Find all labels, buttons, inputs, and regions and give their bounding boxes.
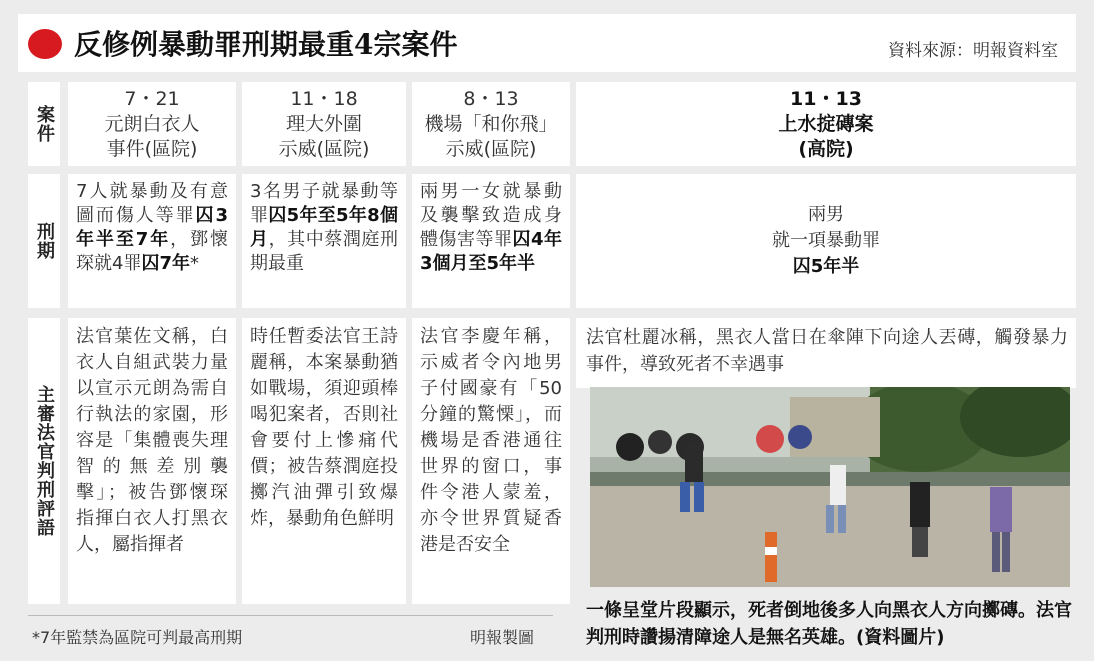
case-date: 8・13 — [463, 87, 519, 110]
source-note: 資料來源：明報資料室 — [888, 41, 1058, 61]
sentence-yuen-long: 7人就暴動及有意圖而傷人等罪囚3年半至7年，鄧懷琛就4罪囚7年* — [68, 174, 236, 308]
news-photo — [590, 387, 1070, 587]
page-title: 反修例暴動罪刑期最重4宗案件 — [74, 28, 458, 61]
remark-yuen-long: 法官葉佐文稱，白衣人自組武裝力量以宣示元朗為需自行執法的家園，形容是「集體喪失理智的無差別襲擊」；被告鄧懷琛指揮白衣人打黑衣人，屬指揮者 — [68, 318, 236, 604]
case-name: 元朗白衣人 — [104, 112, 200, 135]
row-label-case: 案件 — [28, 82, 60, 166]
row-label-sentence: 刑期 — [28, 174, 60, 308]
case-court: 示威(區院) — [445, 137, 537, 160]
remark-airport: 法官李慶年稱，示威者令內地男子付國豪有「50分鐘的驚慄」，而機場是香港通往世界的窗口，事件令港人蒙羞，亦令世界質疑香港是否安全 — [412, 318, 570, 604]
sentence-polyu: 3名男子就暴動等罪囚5年至5年8個月，其中蔡潤庭刑期最重 — [242, 174, 406, 308]
case-name: 理大外圍 — [285, 112, 362, 135]
footnote: *7年監禁為區院可判最高刑期 — [32, 628, 243, 647]
case-date: 7・21 — [124, 87, 180, 110]
remark-sheung-shui: 法官杜麗冰稱，黑衣人當日在傘陣下向途人丟磚，觸發暴力事件，導致死者不幸遇事 — [576, 318, 1076, 388]
title-bar — [18, 14, 1076, 72]
street-scene-illustration — [590, 387, 1070, 587]
case-date: 11・18 — [290, 87, 358, 110]
case-header-yuen-long — [68, 82, 236, 166]
case-header-polyu — [242, 82, 406, 166]
footer-divider — [28, 615, 553, 616]
red-dot-icon — [28, 29, 62, 59]
case-name: 上水掟磚案 — [778, 112, 874, 135]
case-court: (高院) — [798, 137, 854, 160]
sentence-sheung-shui: 兩男 就一項暴動罪 囚5年半 — [576, 174, 1076, 308]
row-label-remarks: 主審法官判刑評語 — [28, 318, 60, 604]
graphic-credit: 明報製圖 — [470, 628, 535, 647]
case-header-sheung-shui — [576, 82, 1076, 166]
photo-caption: 一條呈堂片段顯示，死者倒地後多人向黑衣人方向擲磚。法官判刑時讚揚清障途人是無名英雄。(資料圖片) — [586, 600, 1072, 648]
case-header-airport — [412, 82, 570, 166]
remark-polyu: 時任暫委法官王詩麗稱，本案暴動猶如戰場，須迎頭棒喝犯案者，否則社會要付上慘痛代價；被告蔡潤庭投擲汽油彈引致爆炸，暴動角色鮮明 — [242, 318, 406, 604]
case-court: 示威(區院) — [278, 137, 370, 160]
case-name: 機場「和你飛」 — [424, 112, 558, 135]
sentence-airport: 兩男一女就暴動及襲擊致造成身體傷害等罪囚4年3個月至5年半 — [412, 174, 570, 308]
case-date: 11・13 — [790, 87, 862, 110]
case-court: 事件(區院) — [106, 137, 198, 160]
